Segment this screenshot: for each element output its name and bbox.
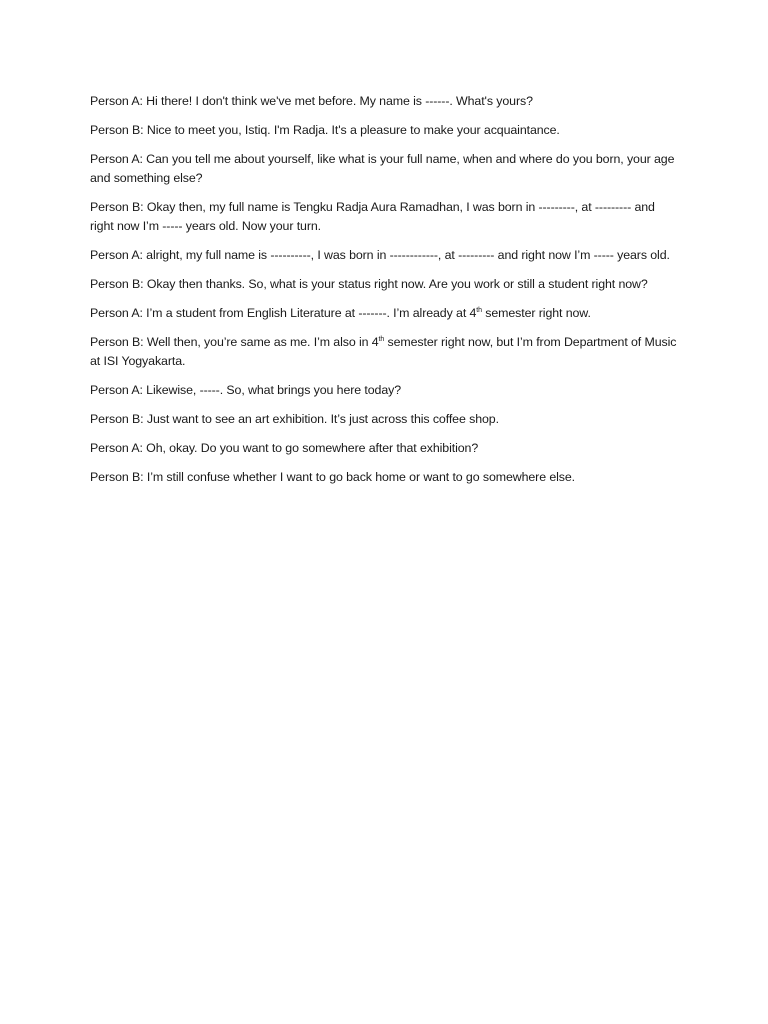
- dialogue-line: Person A: alright, my full name is ----------, I was born in ------------, at --------- and right now I’m ----- years old.: [90, 248, 670, 262]
- dialogue-line: Person A: Oh, okay. Do you want to go somewhere after that exhibition?: [90, 441, 479, 455]
- dialogue-line: Person A: Likewise, -----. So, what brings you here today?: [90, 383, 401, 397]
- dialogue-text: Person A: I’m a student from English Literature at -------. I’m already at 4: [90, 306, 477, 320]
- dialogue-text: semester right now.: [481, 306, 591, 320]
- ordinal-suffix: th: [476, 307, 482, 314]
- dialogue-line: Person A: Can you tell me about yourself, like what is your full name, when and where do you born, your age and something else?: [90, 152, 675, 185]
- dialogue-text: semester right now, but I’m from Department of Music at ISI Yogyakarta.: [90, 335, 677, 368]
- dialogue-line: Person B: Nice to meet you, Istiq. I'm Radja. It's a pleasure to make your acquaintance.: [90, 123, 560, 137]
- ordinal-suffix: th: [378, 336, 385, 343]
- dialogue-line: Person B: Okay then thanks. So, what is your status right now. Are you work or still a student right now?: [90, 277, 648, 291]
- dialogue-line: Person B: Okay then, my full name is Tengku Radja Aura Ramadhan, I was born in ---------, at --------- and right now I’m ----- years old. Now your turn.: [90, 200, 655, 233]
- dialogue-line: [90, 333, 680, 371]
- dialogue-line: Person B: I’m still confuse whether I want to go back home or want to go somewhere else.: [90, 470, 576, 484]
- dialogue-text: Person B: Well then, you’re same as me. I’m also in 4: [90, 335, 379, 349]
- dialogue-line: Person B: Just want to see an art exhibition. It’s just across this coffee shop.: [90, 412, 499, 426]
- dialogue-line: Person A: Hi there! I don't think we've met before. My name is ------. What's yours?: [90, 94, 533, 108]
- document-page: [90, 92, 680, 497]
- dialogue-line: [90, 304, 680, 323]
